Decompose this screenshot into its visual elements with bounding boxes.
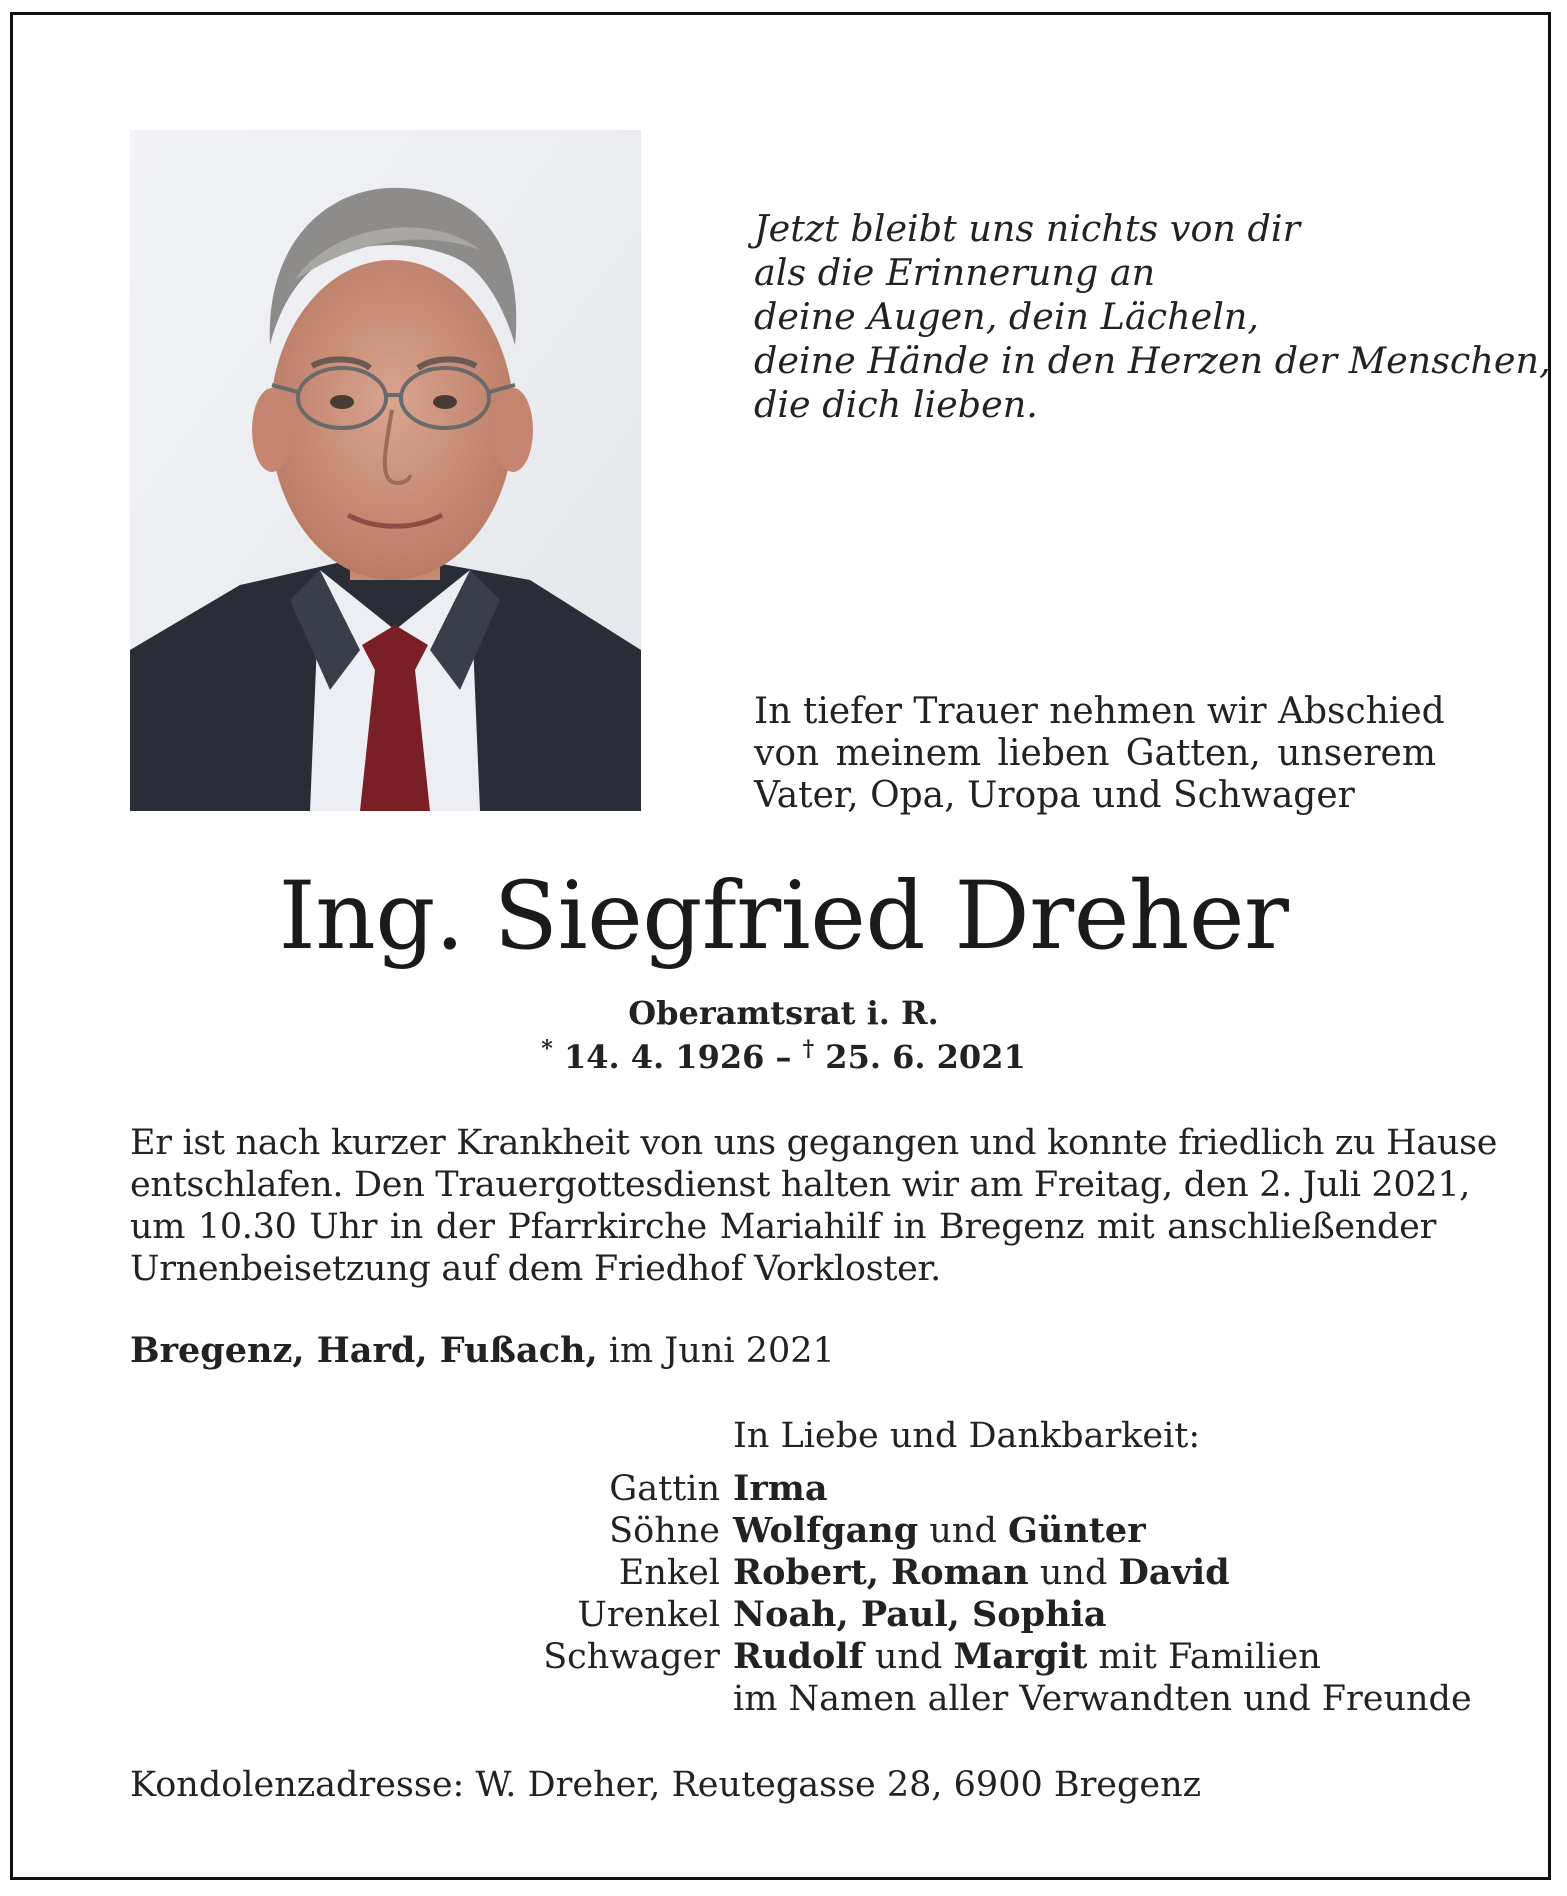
family-row-schwager xyxy=(500,1636,1500,1678)
family-connector: und xyxy=(863,1637,954,1677)
poem-line: deine Augen, dein Lächeln, xyxy=(754,295,1259,338)
family-name: Robert, Roman xyxy=(733,1552,1029,1593)
family-connector: und xyxy=(1028,1553,1119,1593)
family-name: Margit xyxy=(953,1636,1088,1677)
funeral-details xyxy=(130,1122,1498,1290)
life-dates xyxy=(0,1037,1567,1077)
birth-date: 14. 4. 1926 – xyxy=(552,1038,803,1076)
place-date: im Juni 2021 xyxy=(597,1331,835,1371)
place-towns: Bregenz, Hard, Fußach, xyxy=(130,1330,598,1371)
family-role-empty xyxy=(500,1678,733,1720)
family-name: Irma xyxy=(733,1468,828,1509)
family-names xyxy=(733,1468,828,1510)
portrait-illustration xyxy=(130,130,641,811)
family-names xyxy=(733,1552,1230,1594)
details-line: um 10.30 Uhr in der Pfarrkirche Mariahilf in Bregenz mit anschließender xyxy=(130,1207,1436,1247)
family-role: Gattin xyxy=(609,1469,720,1509)
family-names xyxy=(733,1594,1107,1636)
death-date: 25. 6. 2021 xyxy=(814,1038,1026,1076)
family-name: David xyxy=(1118,1552,1230,1593)
portrait-photo xyxy=(130,130,641,811)
family-list xyxy=(500,1468,1500,1720)
family-row-gattin xyxy=(500,1468,1500,1510)
memorial-poem xyxy=(754,207,1551,427)
family-role: Urenkel xyxy=(577,1595,720,1635)
family-all-relatives: im Namen aller Verwandten und Freunde xyxy=(733,1679,1472,1719)
family-role: Söhne xyxy=(609,1511,720,1551)
place-and-date xyxy=(130,1330,835,1372)
family-names xyxy=(733,1636,1321,1678)
family-row-soehne xyxy=(500,1510,1500,1552)
family-connector: und xyxy=(918,1511,1008,1551)
poem-line: deine Hände in den Herzen der Menschen, xyxy=(754,339,1551,382)
family-name: Noah, Paul, Sophia xyxy=(733,1594,1107,1635)
family-role: Schwager xyxy=(543,1637,720,1677)
details-line: Urnenbeisetzung auf dem Friedhof Vorkloster. xyxy=(130,1249,941,1289)
family-names xyxy=(733,1510,1146,1552)
family-name: Rudolf xyxy=(733,1636,864,1677)
poem-line: als die Erinnerung an xyxy=(754,251,1156,294)
family-row-all xyxy=(500,1678,1500,1720)
deceased-name: Ing. Siegfried Dreher xyxy=(278,862,1289,971)
details-line: Er ist nach kurzer Krankheit von uns gegangen und konnte friedlich zu Hause xyxy=(130,1123,1498,1163)
poem-line: Jetzt bleibt uns nichts von dir xyxy=(754,207,1301,250)
family-name: Wolfgang xyxy=(733,1510,919,1551)
poem-line: die dich lieben. xyxy=(754,383,1038,426)
thanks-line: In Liebe und Dankbarkeit: xyxy=(733,1416,1201,1456)
death-symbol: † xyxy=(802,1036,815,1062)
deceased-title: Oberamtsrat i. R. xyxy=(628,994,939,1032)
intro-line: In tiefer Trauer nehmen wir Abschied xyxy=(754,691,1445,732)
details-line: entschlafen. Den Trauergottesdienst halten wir am Freitag, den 2. Juli 2021, xyxy=(130,1165,1471,1205)
family-role: Enkel xyxy=(618,1553,720,1593)
family-row-enkel xyxy=(500,1552,1500,1594)
family-name: Günter xyxy=(1007,1510,1146,1551)
condolence-address: Kondolenzadresse: W. Dreher, Reutegasse 28, 6900 Bregenz xyxy=(130,1765,1202,1805)
announcement-intro xyxy=(754,691,1445,817)
intro-line: Vater, Opa, Uropa und Schwager xyxy=(754,775,1355,816)
family-connector: mit Familien xyxy=(1087,1637,1321,1677)
intro-line: von meinem lieben Gatten, unserem xyxy=(754,733,1436,774)
family-row-urenkel xyxy=(500,1594,1500,1636)
birth-symbol: * xyxy=(541,1036,553,1062)
